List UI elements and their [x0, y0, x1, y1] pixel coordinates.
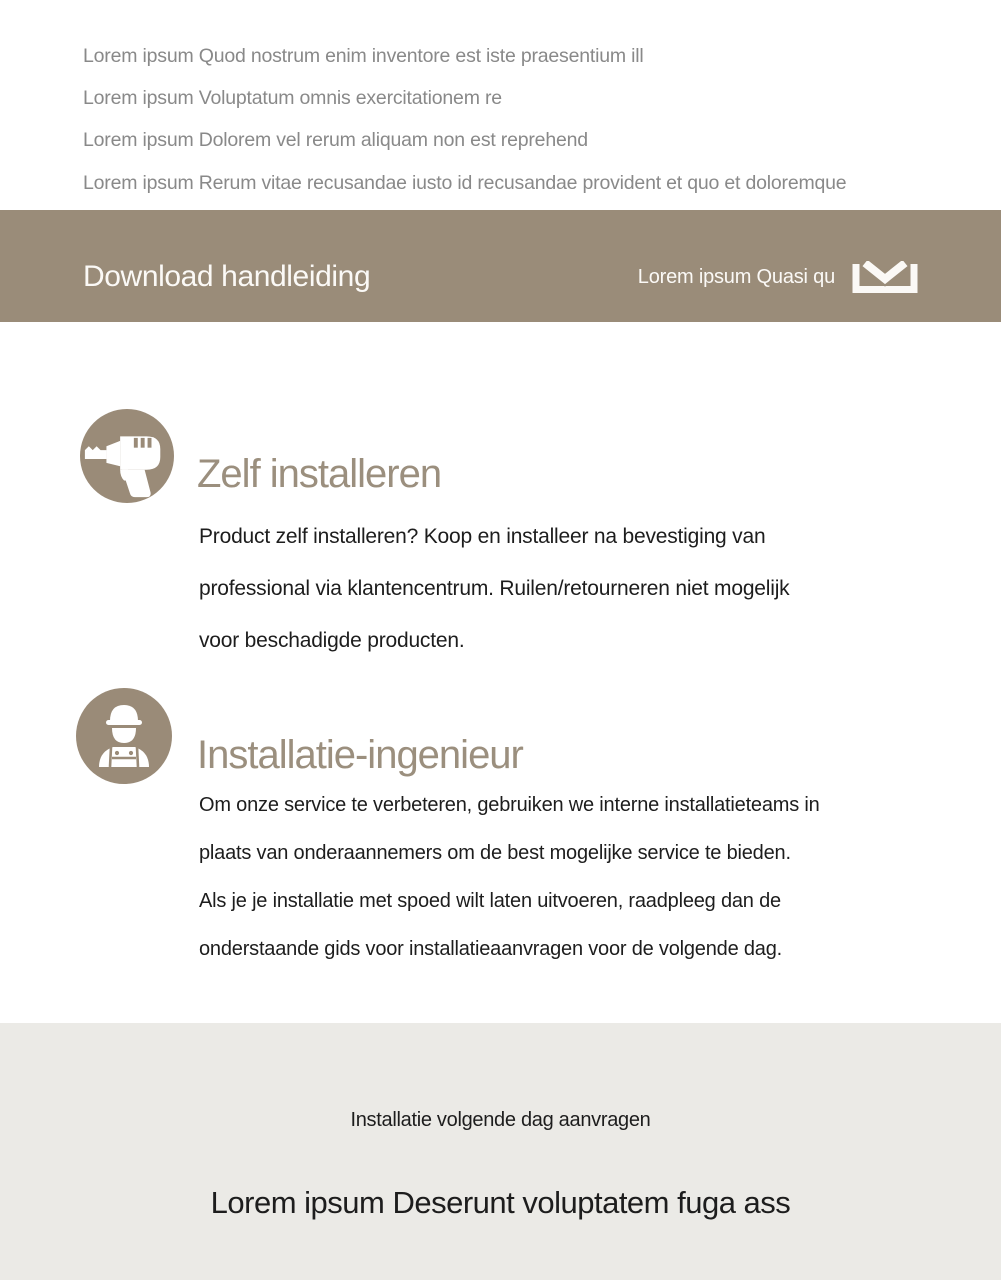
download-manual-meta-group	[638, 261, 918, 294]
footer-section	[0, 1023, 1001, 1280]
body-line: Als je je installatie met spoed wilt laten uitvoeren, raadpleeg dan de	[199, 889, 781, 912]
drill-icon	[80, 409, 174, 503]
list-item: Lorem ipsum Dolorem vel rerum aliquam non est reprehend	[83, 129, 588, 152]
list-item: Lorem ipsum Quod nostrum enim inventore est iste praesentium ill	[83, 44, 644, 67]
list-item: Lorem ipsum Voluptatum omnis exercitationem re	[83, 87, 502, 110]
download-manual-banner-inner	[0, 210, 1001, 322]
download-manual-title: Download handleiding	[83, 260, 371, 293]
self-install-body	[199, 511, 844, 667]
engineer-body	[199, 781, 879, 973]
download-icon	[852, 261, 918, 294]
download-manual-banner[interactable]	[0, 210, 1001, 322]
self-install-badge	[80, 409, 174, 503]
product-info-list	[83, 35, 961, 205]
body-line: onderstaande gids voor installatieaanvragen voor de volgende dag.	[199, 937, 782, 960]
body-line: professional via klantencentrum. Ruilen/retourneren niet mogelijk	[199, 577, 790, 600]
body-line: voor beschadigde producten.	[199, 629, 465, 652]
next-day-install-link[interactable]: Installatie volgende dag aanvragen	[350, 1109, 651, 1131]
body-line: plaats van onderaannemers om de best mogelijke service te bieden.	[199, 841, 791, 864]
self-install-heading: Zelf installeren	[197, 452, 442, 496]
download-manual-meta: Lorem ipsum Quasi qu	[637, 265, 835, 288]
engineer-badge	[76, 688, 172, 784]
worker-icon	[76, 688, 172, 784]
body-line: Product zelf installeren? Koop en installeer na bevestiging van	[199, 525, 766, 548]
body-line: Om onze service te verbeteren, gebruiken we interne installatieteams in	[199, 793, 820, 816]
list-item: Lorem ipsum Rerum vitae recusandae iusto id recusandae provident et quo et doloremque	[83, 171, 847, 194]
footer-heading: Lorem ipsum Deserunt voluptatem fuga ass	[210, 1185, 791, 1220]
engineer-heading: Installatie-ingenieur	[197, 733, 523, 777]
